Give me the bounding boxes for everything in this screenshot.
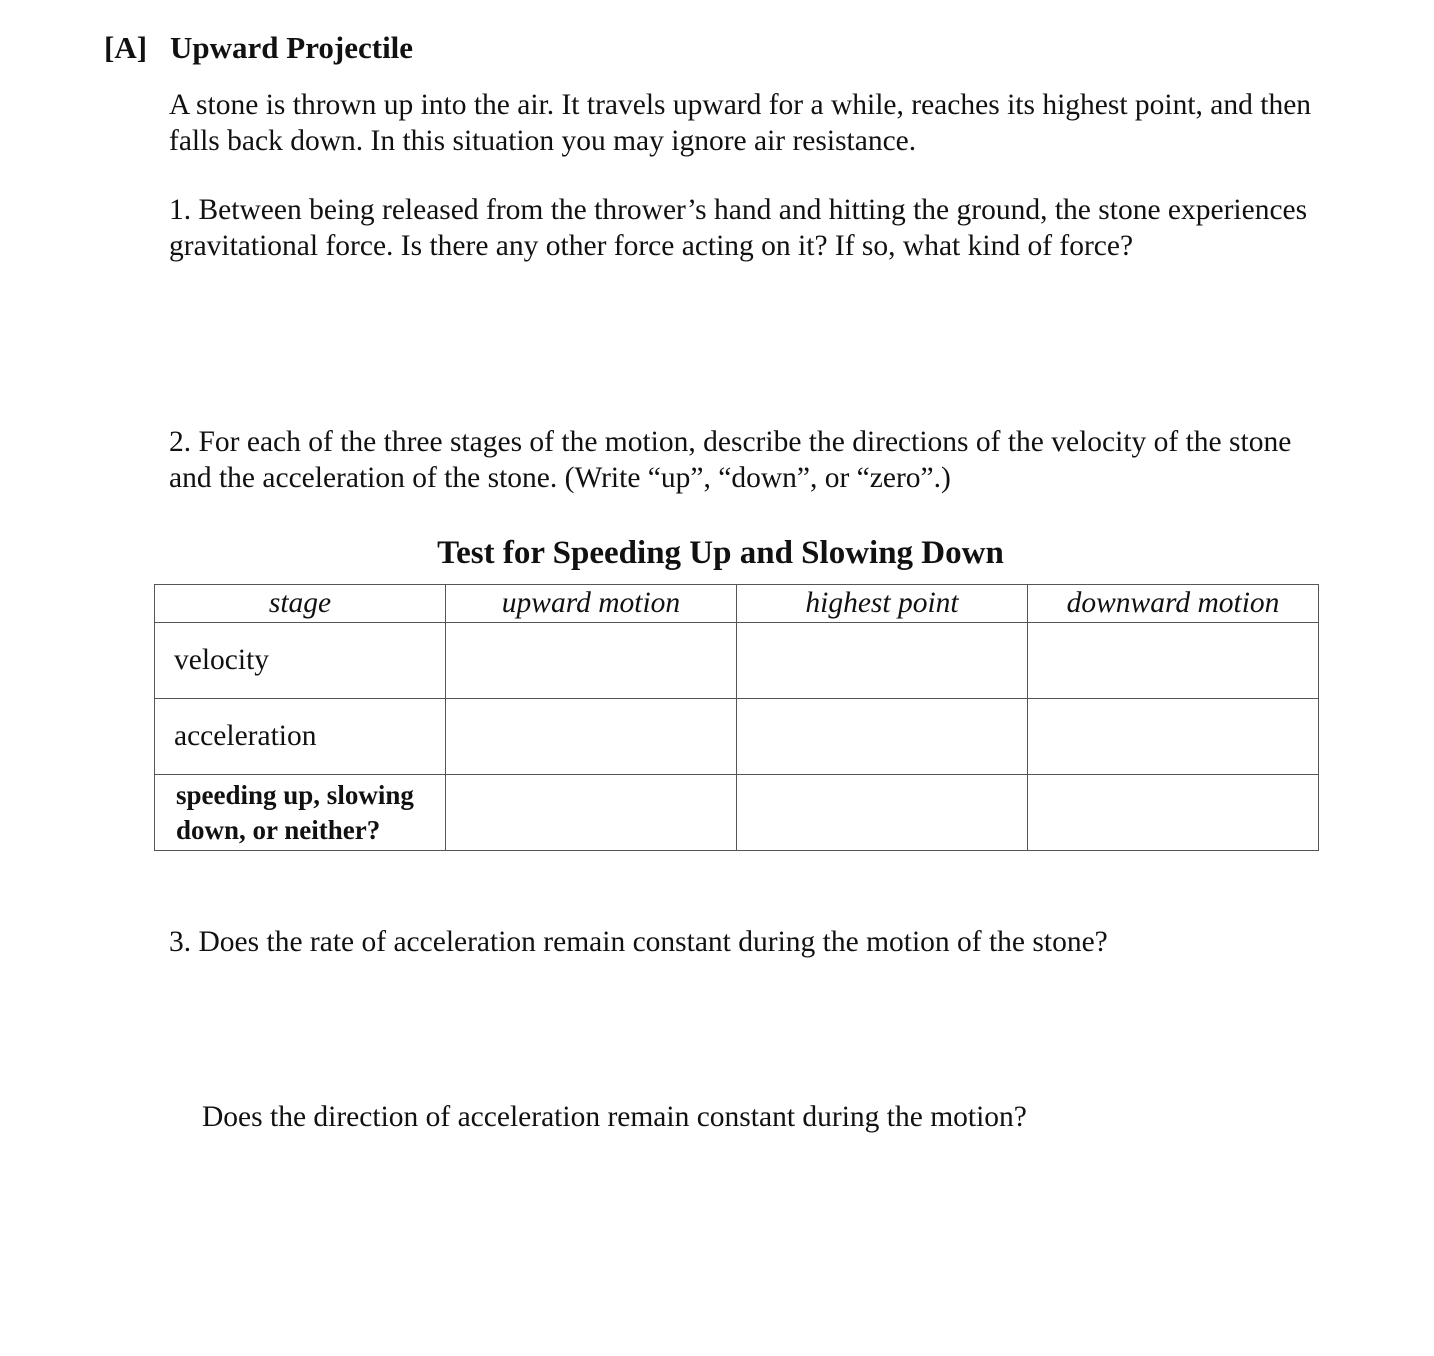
row-label-acceleration: acceleration (155, 699, 446, 775)
table-row-speeding (155, 775, 1319, 851)
answer-cell-speeding-upward[interactable] (446, 775, 737, 851)
row-label-speeding-line1: speeding up, slowing (176, 779, 414, 810)
answer-cell-acceleration-downward[interactable] (1028, 699, 1319, 775)
answer-cell-velocity-downward[interactable] (1028, 623, 1319, 699)
answer-cell-speeding-downward[interactable] (1028, 775, 1319, 851)
table-title: Test for Speeding Up and Slowing Down (437, 535, 1004, 571)
header-downward-motion: downward motion (1028, 585, 1319, 623)
table-header-row (155, 585, 1319, 623)
table-row-acceleration (155, 699, 1319, 775)
answer-cell-speeding-highest[interactable] (737, 775, 1028, 851)
question-2: 2. For each of the three stages of the motion, describe the directions of the velocity of the stone and the acceleration of the stone. (Write “up”, “down”, or “zero”.) (169, 426, 1292, 494)
table-row-velocity (155, 623, 1319, 699)
question-3b: Does the direction of acceleration remain constant during the motion? (202, 1101, 1027, 1133)
header-upward-motion: upward motion (446, 585, 737, 623)
section-tag: [A] (104, 30, 148, 65)
answer-cell-velocity-upward[interactable] (446, 623, 737, 699)
answer-cell-acceleration-highest[interactable] (737, 699, 1028, 775)
question-3: 3. Does the rate of acceleration remain constant during the motion of the stone? (169, 926, 1108, 958)
question-1: 1. Between being released from the thrower’s hand and hitting the ground, the stone experiences gravitational force. Is there any other force acting on it? If so, what kind of force? (169, 194, 1308, 262)
answer-cell-acceleration-upward[interactable] (446, 699, 737, 775)
section-title: Upward Projectile (170, 30, 414, 65)
row-label-velocity: velocity (155, 623, 446, 699)
stages-table (154, 584, 1319, 851)
row-label-speeding (155, 775, 446, 851)
answer-cell-velocity-highest[interactable] (737, 623, 1028, 699)
section-heading (104, 30, 413, 66)
row-label-speeding-line2: down, or neither? (176, 814, 381, 845)
header-stage: stage (155, 585, 446, 623)
header-highest-point: highest point (737, 585, 1028, 623)
intro-paragraph: A stone is thrown up into the air. It travels upward for a while, reaches its highest point, and then falls back down. In this situation you may ignore air resistance. (169, 89, 1312, 157)
